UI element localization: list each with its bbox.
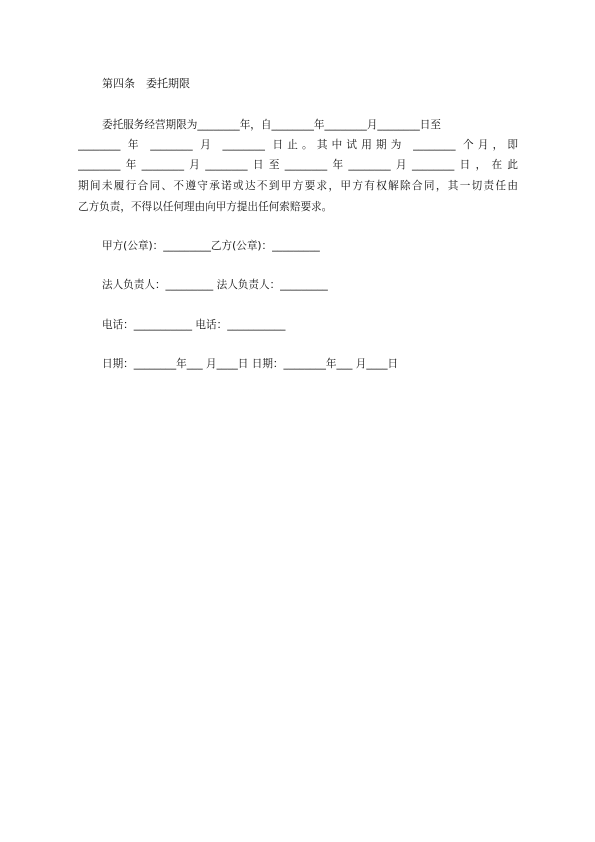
term-paragraph-line-4: 期间未履行合同、不遵守承诺或达不到甲方要求，甲方有权解除合同，其一切责任由: [78, 180, 518, 192]
legal-representative-line: 法人负责人：_________ 法人负责人：_________: [102, 279, 328, 291]
term-paragraph-line-5: 乙方负责，不得以任何理由向甲方提出任何索赔要求。: [78, 201, 333, 213]
term-paragraph-line-2: ________ 年 ________ 月 ________ 日止。其中试用期为 ________ 个月，即: [78, 139, 518, 151]
date-line: 日期：________年___ 月____日 日期：________年___ 月____日: [102, 358, 399, 370]
phone-line: 电话：___________ 电话：___________: [102, 319, 286, 331]
seal-signature-line: 甲方(公章)：_________乙方(公章)：_________: [102, 240, 320, 252]
section-heading: 第四条 委托期限: [102, 77, 190, 90]
term-paragraph-line-3: ________年________月________日至________年________月________日，在此: [78, 159, 518, 171]
term-paragraph-line-1: 委托服务经营期限为________年，自________年________月________日至: [102, 119, 441, 131]
